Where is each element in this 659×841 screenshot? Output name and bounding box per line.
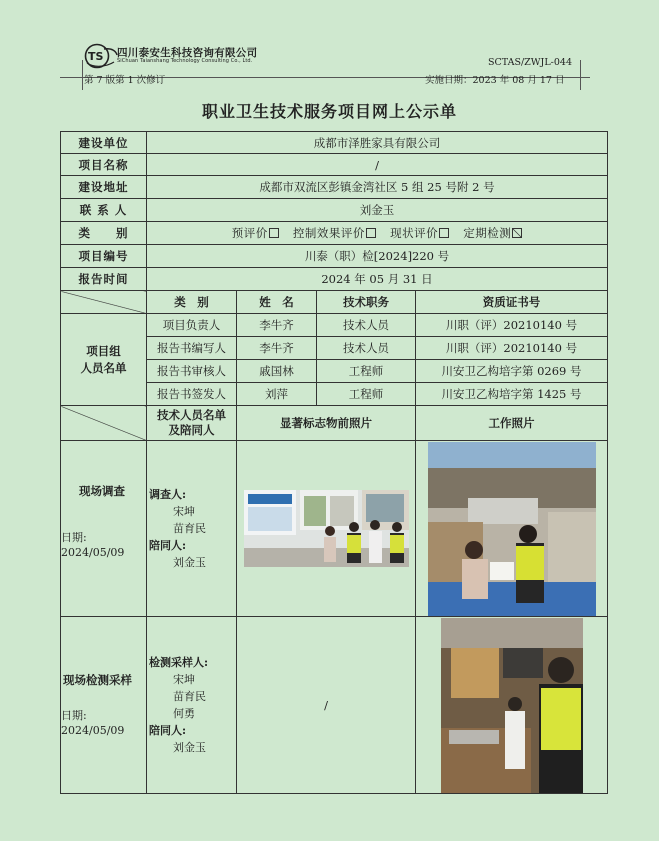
personnel-role: 项目负责人 xyxy=(147,314,237,337)
personnel-cert: 川职（评）20210140 号 xyxy=(416,314,608,337)
personnel-title: 工程师 xyxy=(317,360,416,383)
companion-label: 陪同人: xyxy=(149,539,187,552)
company-logo-icon xyxy=(84,43,118,69)
personnel-name: 戚国林 xyxy=(237,360,317,383)
svg-text:TS: TS xyxy=(88,50,104,63)
row-unit xyxy=(61,132,608,154)
personnel-role: 报告书签发人 xyxy=(147,383,237,406)
document-code: SCTAS/ZWJL-044 xyxy=(488,57,572,68)
report-time-label: 报告时间 xyxy=(61,268,147,291)
sampling-date-block xyxy=(61,708,124,738)
survey-landmark-photo xyxy=(244,490,409,567)
row-project-name xyxy=(61,154,608,176)
category-label: 类 别 xyxy=(61,222,147,245)
sampling-work-photo-cell xyxy=(416,617,608,794)
survey-date-block xyxy=(61,530,124,560)
sampling-cell xyxy=(61,617,147,794)
company-logo xyxy=(84,43,299,69)
companion-label: 陪同人: xyxy=(149,724,187,737)
company-name-en: SiChuan Taianshang Technology Consulting Co., Ltd. xyxy=(117,58,253,64)
category-option-control-eval: 控制效果评价 xyxy=(292,226,365,240)
control-eval-checkbox[interactable] xyxy=(366,228,376,238)
col-header-role: 类 别 xyxy=(147,291,237,314)
sampling-staff-list xyxy=(147,654,236,756)
col-header-work-photo: 工作照片 xyxy=(416,406,608,441)
survey-date-label: 日期: xyxy=(61,531,87,544)
survey-cell xyxy=(61,441,147,617)
survey-work-photo-cell xyxy=(416,441,608,617)
personnel-title: 技术人员 xyxy=(317,337,416,360)
survey-work-photo xyxy=(428,442,596,616)
sampling-landmark-photo-cell: / xyxy=(237,617,416,794)
personnel-cert: 川安卫乙构培字第 1425 号 xyxy=(416,383,608,406)
project-no-value: 川泰（职）检[2024]220 号 xyxy=(147,245,608,268)
col-header-staff: 技术人员名单 及陪同人 xyxy=(147,406,237,441)
company-name: 四川泰安生科技咨询有限公司 xyxy=(117,47,258,59)
investigator-name: 苗育民 xyxy=(173,522,206,535)
sampler-name: 宋坤 xyxy=(173,673,195,686)
revision-label: 第 7 版第 1 次修订 xyxy=(84,75,166,86)
row-address xyxy=(61,176,608,199)
investigator-label: 调查人: xyxy=(149,488,187,501)
page-title: 职业卫生技术服务项目网上公示单 xyxy=(201,102,457,121)
contact-value: 刘金玉 xyxy=(147,199,608,222)
companion-name: 刘金玉 xyxy=(173,556,206,569)
row-category xyxy=(61,222,608,245)
personnel-cert: 川职（评）20210140 号 xyxy=(416,337,608,360)
row-report-time xyxy=(61,268,608,291)
col-header-cert: 资质证书号 xyxy=(416,291,608,314)
status-eval-checkbox[interactable] xyxy=(439,228,449,238)
survey-title: 现场调查 xyxy=(79,484,125,498)
project-name-label: 项目名称 xyxy=(61,154,147,176)
project-name-value: / xyxy=(147,154,608,176)
row-project-no xyxy=(61,245,608,268)
category-option-status-eval: 现状评价 xyxy=(390,226,439,240)
survey-landmark-photo-cell xyxy=(237,441,416,617)
personnel-name: 李牛齐 xyxy=(237,337,317,360)
personnel-role: 报告书编写人 xyxy=(147,337,237,360)
companion-name: 刘金玉 xyxy=(173,741,206,754)
survey-row xyxy=(61,441,608,617)
personnel-group-label: 项目组 人员名单 xyxy=(61,314,147,406)
header-tick-left xyxy=(82,60,83,90)
investigator-name: 宋坤 xyxy=(173,505,195,518)
diagonal-cell xyxy=(61,406,147,441)
sampling-title: 现场检测采样 xyxy=(63,673,132,687)
personnel-header-row xyxy=(61,291,608,314)
report-time-value: 2024 年 05 月 31 日 xyxy=(147,268,608,291)
personnel-row xyxy=(61,314,608,337)
disclosure-form xyxy=(60,131,608,794)
col-header-landmark-photo: 显著标志物前照片 xyxy=(237,406,416,441)
personnel-name: 刘萍 xyxy=(237,383,317,406)
personnel-cert: 川安卫乙构培字第 0269 号 xyxy=(416,360,608,383)
periodic-checkbox-checked[interactable] xyxy=(512,228,522,238)
personnel-name: 李牛齐 xyxy=(237,314,317,337)
unit-value: 成都市泽胜家具有限公司 xyxy=(147,132,608,154)
row-contact xyxy=(61,199,608,222)
category-options xyxy=(147,222,608,245)
diagonal-cell xyxy=(61,291,147,314)
survey-staff-cell xyxy=(147,441,237,617)
project-no-label: 项目编号 xyxy=(61,245,147,268)
unit-label: 建设单位 xyxy=(61,132,147,154)
photo-header-row xyxy=(61,406,608,441)
category-option-pre-eval: 预评价 xyxy=(231,226,268,240)
address-value: 成都市双流区彭镇金湾社区 5 组 25 号附 2 号 xyxy=(147,176,608,199)
sampling-row xyxy=(61,617,608,794)
pre-eval-checkbox[interactable] xyxy=(269,228,279,238)
sampler-name: 苗育民 xyxy=(173,690,206,703)
personnel-title: 技术人员 xyxy=(317,314,416,337)
col-header-title: 技术职务 xyxy=(317,291,416,314)
header-tick-right xyxy=(580,60,581,90)
sampling-staff-cell xyxy=(147,617,237,794)
address-label: 建设地址 xyxy=(61,176,147,199)
sampling-date: 2024/05/09 xyxy=(61,724,125,737)
sampler-label: 检测采样人: xyxy=(149,656,209,669)
survey-date: 2024/05/09 xyxy=(61,546,125,559)
contact-label: 联 系 人 xyxy=(61,199,147,222)
effective-date: 实施日期：2023 年 08 月 17 日 xyxy=(425,75,565,86)
personnel-title: 工程师 xyxy=(317,383,416,406)
sampler-name: 何勇 xyxy=(173,707,195,720)
sampling-work-photo xyxy=(441,618,583,793)
personnel-role: 报告书审核人 xyxy=(147,360,237,383)
sampling-date-label: 日期: xyxy=(61,709,87,722)
survey-staff-list xyxy=(147,486,236,571)
col-header-name: 姓 名 xyxy=(237,291,317,314)
category-option-periodic: 定期检测 xyxy=(463,226,512,240)
